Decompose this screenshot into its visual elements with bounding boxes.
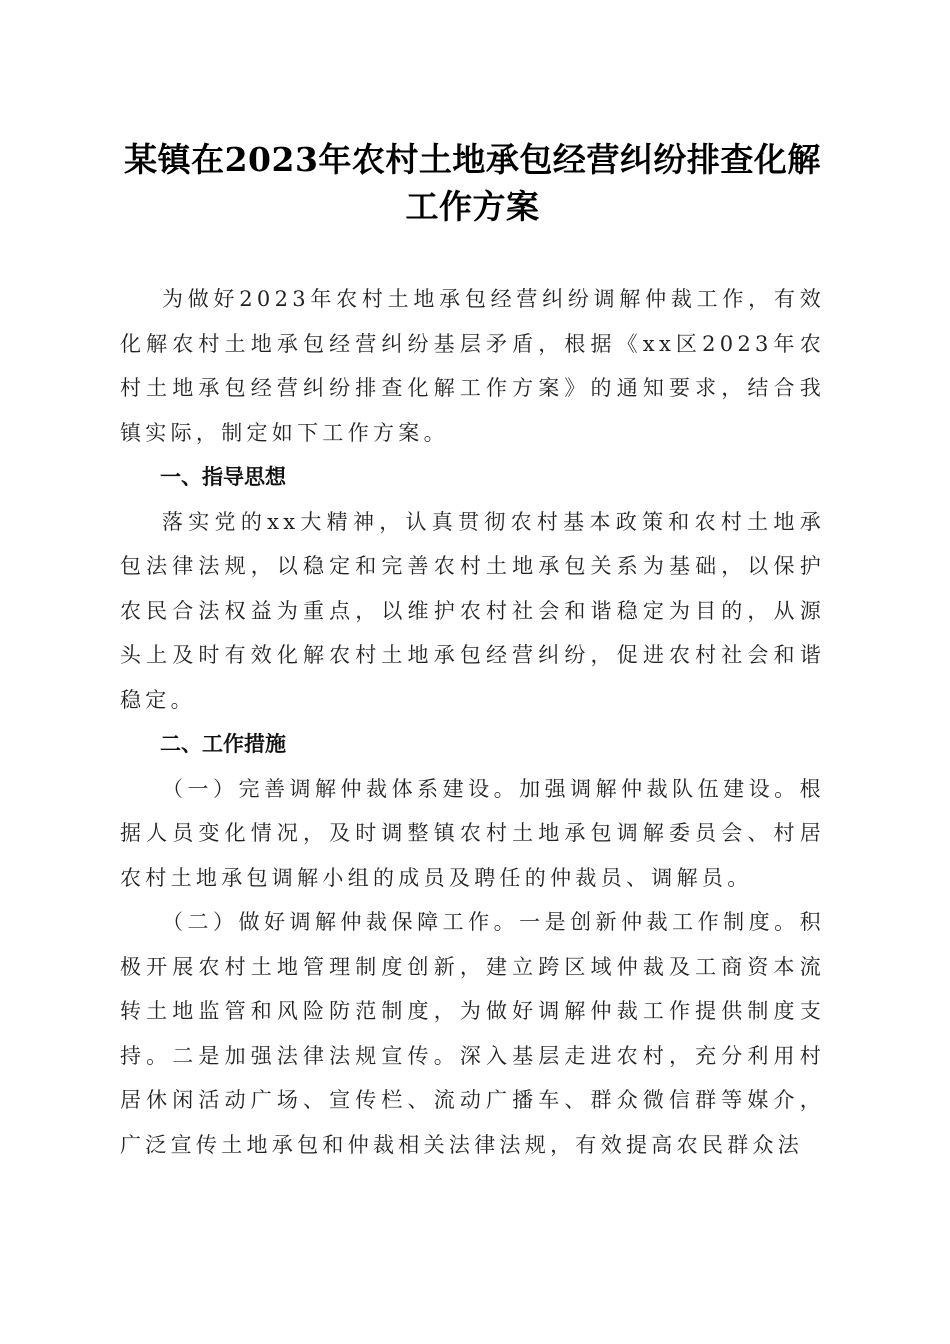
guiding-thought-paragraph: 落实党的xx大精神，认真贯彻农村基本政策和农村土地承包法律法规，以稳定和完善农村土地承包关系为基础，以保护农民合法权益为重点，以维护农村社会和谐稳定为目的，从源头上及时有效化解农村土地承包经营纠纷，促进农村社会和谐稳定。 — [120, 509, 825, 712]
measure-paragraph-2: （二）做好调解仲裁保障工作。一是创新仲裁工作制度。积极开展农村土地管理制度创新，建立跨区域仲裁及工商资本流转土地监管和风险防范制度，为做好调解仲裁工作提供制度支持。二是加强法律法规宣传。深入基层走进农村，充分利用村居休闲活动广场、宣传栏、流动广播车、群众微信群等媒介，广泛宣传土地承包和仲裁相关法律法规，有效提高农民群众法 — [120, 910, 825, 1157]
document-title: 某镇在2023年农村土地承包经营纠纷排查化解工作方案 — [124, 140, 821, 226]
document-body — [120, 277, 825, 1167]
measure-paragraph-1: （一）完善调解仲裁体系建设。加强调解仲裁队伍建设。根据人员变化情况，及时调整镇农村土地承包调解委员会、村居农村土地承包调解小组的成员及聘任的仲裁员、调解员。 — [120, 776, 825, 890]
section-heading-guiding-thought: 一、指导思想 — [160, 465, 286, 489]
section-heading-work-measures: 二、工作措施 — [160, 732, 286, 756]
intro-paragraph: 为做好2023年农村土地承包经营纠纷调解仲裁工作，有效化解农村土地承包经营纠纷基层矛盾，根据《xx区2023年农村土地承包经营纠纷排查化解工作方案》的通知要求，结合我镇实际，制定如下工作方案。 — [120, 287, 825, 445]
